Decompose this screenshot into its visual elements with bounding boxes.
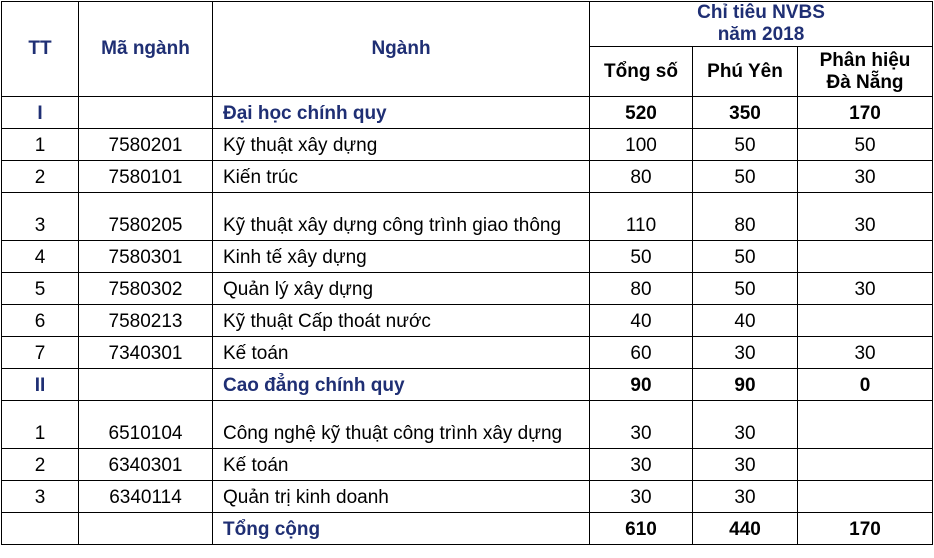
row-total: 110 xyxy=(590,193,693,241)
section-code xyxy=(79,369,213,401)
section-name: Đại học chính quy xyxy=(213,97,590,129)
row-name: Kinh tế xây dựng xyxy=(213,241,590,273)
row-code: 7580101 xyxy=(79,161,213,193)
row-da-nang xyxy=(798,241,933,273)
header-tt: TT xyxy=(2,2,79,97)
row-phu-yen: 50 xyxy=(693,129,798,161)
section-tt: I xyxy=(2,97,79,129)
row-da-nang: 50 xyxy=(798,129,933,161)
row-phu-yen: 30 xyxy=(693,337,798,369)
row-name: Kế toán xyxy=(213,449,590,481)
row-total: 100 xyxy=(590,129,693,161)
row-total: 40 xyxy=(590,305,693,337)
row-da-nang xyxy=(798,305,933,337)
row-code: 6340114 xyxy=(79,481,213,513)
row-tt: 6 xyxy=(2,305,79,337)
row-total: 30 xyxy=(590,481,693,513)
quota-table xyxy=(1,1,933,545)
table-row xyxy=(2,337,933,369)
row-name: Kiến trúc xyxy=(213,161,590,193)
grand-total-code xyxy=(79,513,213,545)
grand-total-row xyxy=(2,513,933,545)
row-tt: 5 xyxy=(2,273,79,305)
header-code: Mã ngành xyxy=(79,2,213,97)
grand-total-total: 610 xyxy=(590,513,693,545)
table-row xyxy=(2,273,933,305)
section-total: 520 xyxy=(590,97,693,129)
header-group-line1: Chỉ tiêu NVBS xyxy=(697,2,825,23)
row-phu-yen: 30 xyxy=(693,401,798,449)
header-da-nang-line1: Phân hiệu xyxy=(819,49,911,71)
row-total: 80 xyxy=(590,273,693,305)
row-da-nang: 30 xyxy=(798,161,933,193)
row-code: 7580201 xyxy=(79,129,213,161)
row-phu-yen: 50 xyxy=(693,241,798,273)
row-code: 7340301 xyxy=(79,337,213,369)
row-phu-yen: 80 xyxy=(693,193,798,241)
row-total: 60 xyxy=(590,337,693,369)
row-name: Quản lý xây dựng xyxy=(213,273,590,305)
header-total: Tổng số xyxy=(590,47,693,97)
row-tt: 7 xyxy=(2,337,79,369)
grand-total-phu-yen: 440 xyxy=(693,513,798,545)
header-phu-yen: Phú Yên xyxy=(693,47,798,97)
row-tt: 1 xyxy=(2,401,79,449)
header-da-nang-line2: Đà Nẵng xyxy=(826,71,904,93)
row-da-nang: 30 xyxy=(798,193,933,241)
table-row xyxy=(2,193,933,241)
section-tt: II xyxy=(2,369,79,401)
section-phu-yen: 350 xyxy=(693,97,798,129)
row-da-nang xyxy=(798,401,933,449)
row-name: Kế toán xyxy=(213,337,590,369)
row-tt: 4 xyxy=(2,241,79,273)
row-name: Kỹ thuật xây dựng xyxy=(213,129,590,161)
section-phu-yen: 90 xyxy=(693,369,798,401)
section-da-nang: 0 xyxy=(798,369,933,401)
row-total: 50 xyxy=(590,241,693,273)
row-phu-yen: 50 xyxy=(693,161,798,193)
grand-total-da-nang: 170 xyxy=(798,513,933,545)
header-da-nang xyxy=(798,47,933,97)
row-da-nang: 30 xyxy=(798,337,933,369)
row-code: 7580302 xyxy=(79,273,213,305)
section-code xyxy=(79,97,213,129)
row-phu-yen: 30 xyxy=(693,449,798,481)
row-da-nang xyxy=(798,449,933,481)
row-name: Kỹ thuật Cấp thoát nước xyxy=(213,305,590,337)
section-total: 90 xyxy=(590,369,693,401)
row-code: 6340301 xyxy=(79,449,213,481)
section-da-nang: 170 xyxy=(798,97,933,129)
header-group-line2: năm 2018 xyxy=(717,24,805,45)
table-row xyxy=(2,161,933,193)
table-row xyxy=(2,305,933,337)
row-name: Kỹ thuật xây dựng công trình giao thông xyxy=(213,193,590,241)
header-name: Ngành xyxy=(213,2,590,97)
row-code: 7580301 xyxy=(79,241,213,273)
row-total: 80 xyxy=(590,161,693,193)
table-row xyxy=(2,241,933,273)
section-row xyxy=(2,369,933,401)
row-tt: 2 xyxy=(2,449,79,481)
row-da-nang xyxy=(798,481,933,513)
table-row xyxy=(2,401,933,449)
row-tt: 3 xyxy=(2,481,79,513)
header-group xyxy=(590,2,933,47)
grand-total-label: Tổng cộng xyxy=(213,513,590,545)
row-code: 7580213 xyxy=(79,305,213,337)
row-code: 7580205 xyxy=(79,193,213,241)
row-name: Quản trị kinh doanh xyxy=(213,481,590,513)
row-code: 6510104 xyxy=(79,401,213,449)
row-tt: 2 xyxy=(2,161,79,193)
grand-total-tt xyxy=(2,513,79,545)
row-phu-yen: 40 xyxy=(693,305,798,337)
row-total: 30 xyxy=(590,401,693,449)
table-row xyxy=(2,481,933,513)
row-da-nang: 30 xyxy=(798,273,933,305)
row-phu-yen: 30 xyxy=(693,481,798,513)
row-tt: 1 xyxy=(2,129,79,161)
section-name: Cao đẳng chính quy xyxy=(213,369,590,401)
table-row xyxy=(2,129,933,161)
row-phu-yen: 50 xyxy=(693,273,798,305)
row-tt: 3 xyxy=(2,193,79,241)
row-name: Công nghệ kỹ thuật công trình xây dựng xyxy=(213,401,590,449)
section-row xyxy=(2,97,933,129)
table-row xyxy=(2,449,933,481)
row-total: 30 xyxy=(590,449,693,481)
